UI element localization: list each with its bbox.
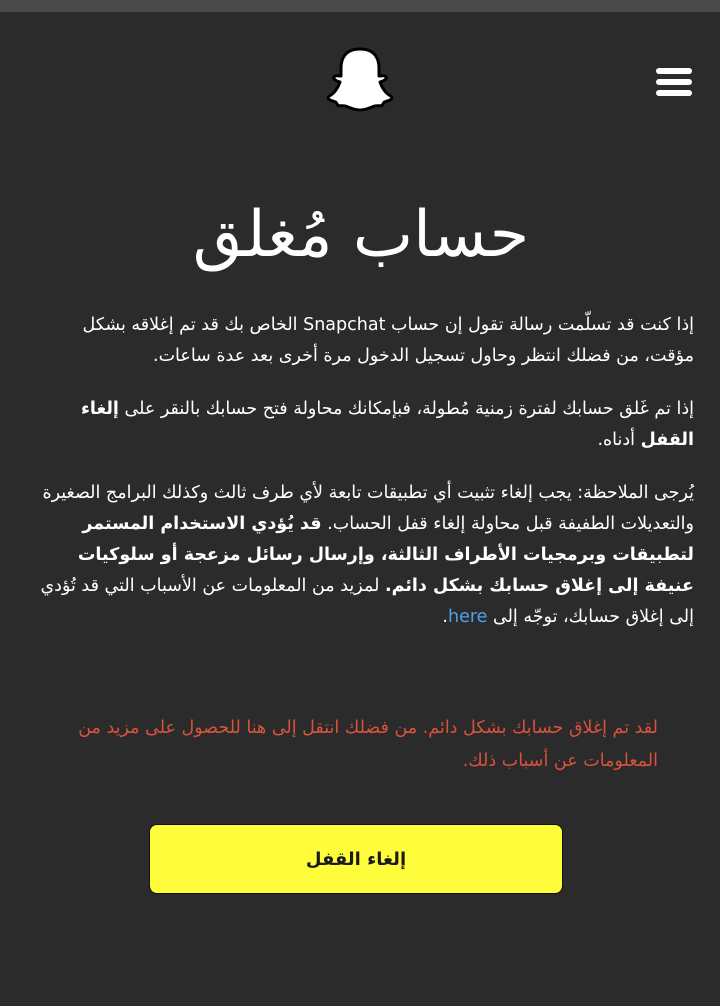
unlock-button[interactable]: إلغاء القفل — [149, 824, 563, 894]
hamburger-menu-icon[interactable] — [656, 68, 696, 104]
page-title: حساب مُغلق — [192, 198, 530, 272]
main-content — [28, 180, 694, 633]
note-text: يُرجى الملاحظة: يجب إلغاء تثبيت أي تطبيقات تابعة لأي طرف ثالث وكذلك البرامج الصغيرة والتعديلات الطفيفة قبل محاولة إلغاء قفل الحساب. — [42, 483, 694, 534]
permanent-lock-alert[interactable]: لقد تم إغلاق حسابك بشكل دائم. من فضلك انتقل إلى هنا للحصول على مزيد من المعلومات عن أسباب ذلك. — [78, 718, 658, 771]
here-link[interactable]: here — [448, 607, 488, 627]
unlock-emphasis: إلغاء القفل — [80, 399, 694, 450]
menu-bar — [656, 68, 692, 74]
note-end: . — [442, 607, 448, 627]
info-paragraph-temporary: إذا كنت قد تسلّمت رسالة تقول إن حساب Snapchat الخاص بك قد تم إغلاقه بشكل مؤقت، من فضلك انتظر وحاول تسجيل الدخول مرة أخرى بعد عدة ساعات. — [82, 315, 694, 366]
note-warning: قد يُؤدي الاستخدام المستمر لتطبيقات وبرمجيات الأطراف الثالثة، وإرسال رسائل مزعجة أو سلوكيات عنيفة إلى إغلاق حسابك بشكل دائم. — [77, 514, 694, 596]
snapchat-ghost-icon[interactable] — [326, 46, 394, 112]
unlock-instruction-end: أدناه. — [597, 430, 641, 450]
unlock-instruction-text: إذا تم غَلق حسابك لفترة زمنية مُطولة، فبإمكانك محاولة فتح حسابك بالنقر على — [118, 399, 694, 419]
note-more-info: لمزيد من المعلومات عن الأسباب التي قد تُؤدي إلى إغلاق حسابك، توجّه إلى — [40, 576, 694, 627]
menu-bar — [656, 90, 692, 96]
top-bar — [0, 0, 720, 12]
info-paragraph-note — [28, 478, 694, 633]
info-paragraph-unlock — [28, 394, 694, 456]
menu-bar — [656, 79, 692, 85]
header — [0, 12, 720, 132]
